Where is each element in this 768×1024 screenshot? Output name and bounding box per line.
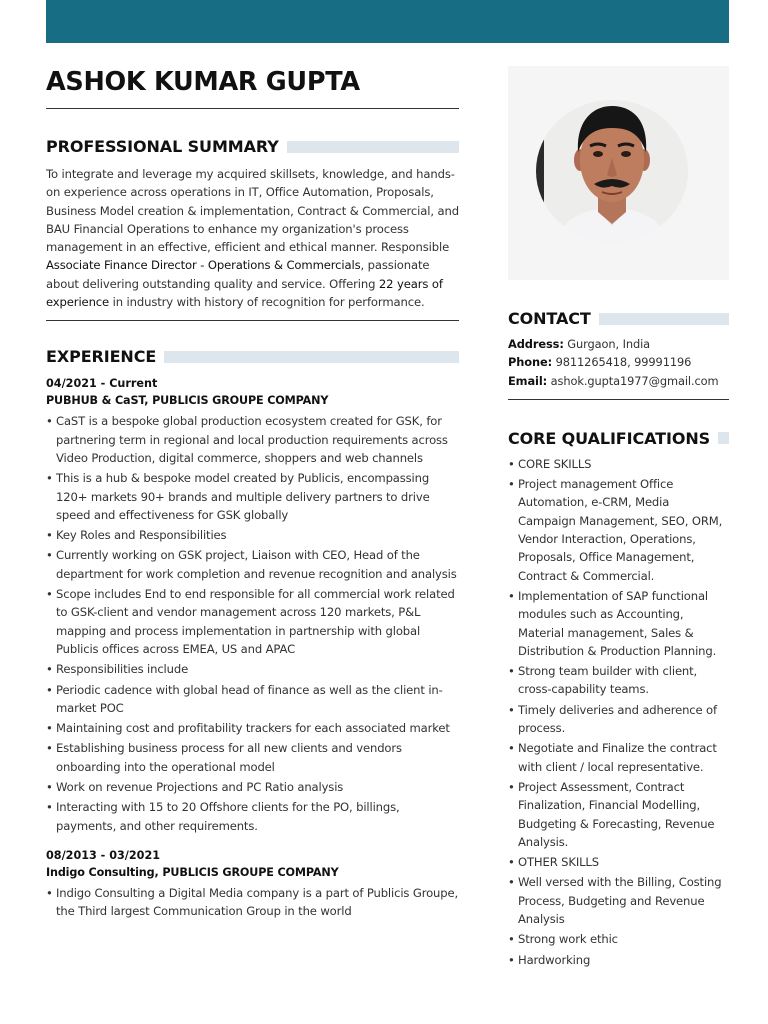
summary-text-part: in industry with history of recognition for performance. [109,295,425,310]
job-bullet: • Interacting with 15 to 20 Offshore clients for the PO, billings, payments, and other requirements. [46,798,459,835]
address-label: Address: [508,337,564,351]
qualification-item: • CORE SKILLS [508,455,729,473]
job-dates: 08/2013 - 03/2021 [46,848,161,862]
job-entry [46,847,459,921]
contact-phone [508,353,729,371]
job-bullets [46,884,459,921]
contact-divider [508,399,729,400]
job-company: Indigo Consulting, PUBLICIS GROUPE COMPANY [46,865,339,879]
summary-text-part: , passionate about delivering outstanding quality and service. Offering [46,258,430,291]
job-bullet: • Currently working on GSK project, Liaison with CEO, Head of the department for work completion and revenue recognition and analysis [46,546,459,583]
qualifications-section-header [508,429,729,448]
section-accent-bar [287,141,459,153]
contact-details [508,335,729,390]
experience-section-header [46,347,459,366]
photo-panel [508,66,729,280]
qualification-item: • Negotiate and Finalize the contract with client / local representative. [508,739,729,776]
job-entry [46,375,459,835]
section-accent-bar [718,432,729,444]
profile-photo [536,100,688,242]
header-color-bar [46,0,729,43]
qualification-item: • Project Assessment, Contract Finalization, Financial Modelling, Budgeting & Forecasting, Revenue Analysis. [508,778,729,851]
qualification-item: • Timely deliveries and adherence of process. [508,701,729,738]
qualifications-list [508,455,729,969]
contact-address [508,335,729,353]
summary-title: PROFESSIONAL SUMMARY [46,137,279,156]
experience-title: EXPERIENCE [46,347,157,367]
email-label: Email: [508,373,548,388]
job-bullet: • Periodic cadence with global head of finance as well as the client in-market POC [46,681,459,718]
job-bullet: • Work on revenue Projections and PC Ratio analysis [46,778,459,796]
job-bullet: • Key Roles and Responsibilities [46,526,459,544]
name-divider [46,108,459,109]
summary-years-highlight: 22 years of experience [46,276,443,310]
contact-title: CONTACT [508,309,591,328]
contact-email [508,372,729,390]
qualification-item: • Well versed with the Billing, Costing Process, Budgeting and Revenue Analysis [508,873,729,928]
summary-divider [46,320,459,321]
job-bullet: • CaST is a bespoke global production ecosystem created for GSK, for partnering term in regional and local production requirements across Video Production, digital commerce, shoppers and web channels [46,412,459,467]
address-value: Gurgaon, India [563,337,651,351]
summary-role-highlight: Associate Finance Director - Operations & Commercials [46,258,361,273]
phone-value: 9811265418, 99991196 [552,355,692,370]
summary-text-part: To integrate and leverage my acquired skillsets, knowledge, and hands-on experience across operations in IT, Office Automation, Proposals, Business Model creation & implementation, Contract & Commercial, and BAU Financial Operations to enhance my organization's process management in an effective, efficient and ethical manner. Responsible [46,167,459,255]
job-bullet: • Establishing business process for all new clients and vendors onboarding into the operational model [46,739,459,776]
section-accent-bar [599,313,729,325]
section-accent-bar [164,351,459,363]
email-value: ashok.gupta1977@gmail.com [547,373,719,388]
job-company: PUBHUB & CaST, PUBLICIS GROUPE COMPANY [46,394,329,408]
candidate-name: ASHOK KUMAR GUPTA [46,67,360,97]
left-column [46,66,459,923]
contact-block [508,309,729,971]
summary-text [46,165,459,311]
job-bullet: • This is a hub & bespoke model created by Publicis, encompassing 120+ markets 90+ brands and multiple delivery partners to drive speed and effectiveness for GSK globally [46,469,459,524]
job-bullet: • Indigo Consulting a Digital Media company is a part of Publicis Groupe, the Third largest Communication Group in the world [46,884,459,921]
job-bullet: • Responsibilities include [46,660,459,678]
job-bullet: • Maintaining cost and profitability trackers for each associated market [46,719,459,737]
portrait-illustration [536,100,688,242]
qualification-item: • Implementation of SAP functional modules such as Accounting, Material management, Sales & Distribution & Production Planning. [508,587,729,660]
qualification-item: • Hardworking [508,951,729,969]
qualification-item: • Strong team builder with client, cross-capability teams. [508,662,729,699]
job-bullet: • Scope includes End to end responsible for all commercial work related to GSK-client and vendor management across 120 markets, P&L mapping and process implementation in partnership with global Publicis offices across EMEA, US and APAC [46,585,459,658]
job-dates: 04/2021 - Current [46,377,158,391]
phone-label: Phone: [508,355,553,370]
contact-section-header [508,309,729,328]
summary-section-header [46,137,459,156]
qualification-item: • Project management Office Automation, e-CRM, Media Campaign Management, SEO, ORM, Vendor Interaction, Operations, Proposals, Office Management, Contract & Commercial. [508,475,729,585]
qualifications-title: CORE QUALIFICATIONS [508,428,711,448]
qualification-item: • OTHER SKILLS [508,853,729,871]
job-bullets [46,412,459,835]
qualification-item: • Strong work ethic [508,930,729,948]
